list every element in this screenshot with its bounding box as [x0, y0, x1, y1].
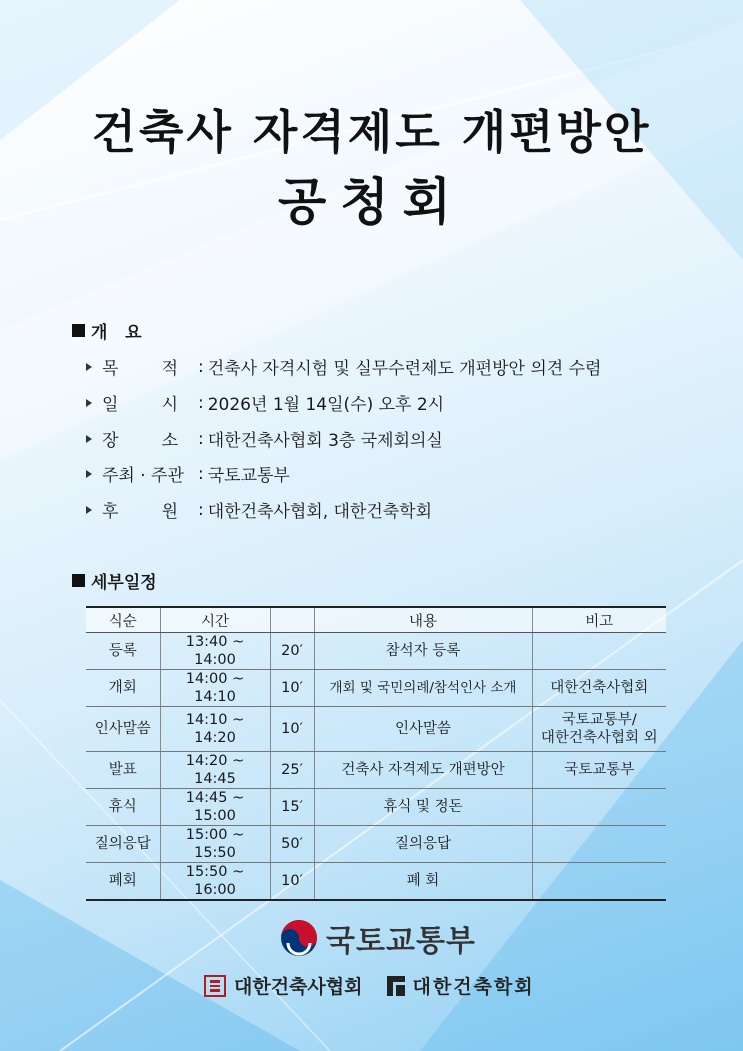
note-line-2: 대한건축사협회 외 [540, 730, 658, 746]
association-logos [204, 972, 535, 999]
cell-order: 개회 [86, 670, 160, 707]
table-row [86, 789, 666, 826]
cell-note [532, 789, 666, 826]
overview-value: 2026년 1월 14일(수) 오후 2시 [207, 395, 445, 415]
schedule-heading-label: 세부일정 [91, 573, 157, 593]
cell-time: 14:45 ~ 15:00 [160, 789, 270, 826]
table-row [86, 826, 666, 863]
header-order: 식순 [86, 607, 160, 633]
org2-name: 대한건축학회 [412, 976, 535, 998]
table-row [86, 752, 666, 789]
schedule-table [86, 606, 666, 901]
cell-order: 등록 [86, 633, 160, 670]
cell-note [532, 707, 666, 752]
cell-order: 인사말씀 [86, 707, 160, 752]
square-bullet-icon [72, 324, 85, 337]
overview-label: 장 소 [102, 431, 179, 451]
cell-content: 휴식 및 정돈 [314, 789, 532, 826]
overview-label: 일 시 [102, 395, 179, 415]
cell-duration: 10′ [270, 707, 314, 752]
cell-content: 질의응답 [314, 826, 532, 863]
page-subtitle: 공청회 [278, 173, 465, 231]
note-line-1: 국토교통부/ [561, 712, 637, 728]
cell-time: 15:00 ~ 15:50 [160, 826, 270, 863]
cell-note: 대한건축사협회 [532, 670, 666, 707]
triangle-bullet-icon [86, 506, 92, 514]
association-emblem-icon [204, 975, 226, 997]
cell-content: 건축사 자격제도 개편방안 [314, 752, 532, 789]
header-content: 내용 [314, 607, 532, 633]
overview-heading [72, 318, 142, 343]
cell-time: 14:20 ~ 14:45 [160, 752, 270, 789]
ministry-logo [280, 916, 476, 960]
overview-value: 건축사 자격시험 및 실무수련제도 개편방안 의견 수렴 [207, 359, 602, 379]
cell-duration: 15′ [270, 789, 314, 826]
square-bullet-icon [72, 574, 85, 587]
header-note: 비고 [532, 607, 666, 633]
overview-label: 후 원 [102, 502, 179, 522]
overview-label: 목 적 [102, 359, 179, 379]
cell-content: 인사말씀 [314, 707, 532, 752]
overview-item-host: 주최 · 주관 : 국토교통부 [86, 461, 290, 486]
overview-item-sponsor: 후 원 : 대한건축사협회, 대한건축학회 [86, 497, 432, 522]
cell-duration: 10′ [270, 670, 314, 707]
overview-item-datetime: 일 시 : 2026년 1월 14일(수) 오후 2시 [86, 390, 444, 415]
cell-content: 폐 회 [314, 863, 532, 901]
table-row [86, 707, 666, 752]
cell-note: 국토교통부 [532, 752, 666, 789]
cell-duration: 20′ [270, 633, 314, 670]
cell-time: 14:00 ~ 14:10 [160, 670, 270, 707]
cell-note [532, 863, 666, 901]
triangle-bullet-icon [86, 435, 92, 443]
cell-time: 13:40 ~ 14:00 [160, 633, 270, 670]
org1-name: 대한건축사협회 [234, 976, 363, 998]
overview-heading-label: 개 요 [91, 323, 142, 343]
cell-order: 휴식 [86, 789, 160, 826]
cell-time: 14:10 ~ 14:20 [160, 707, 270, 752]
triangle-bullet-icon [86, 363, 92, 371]
header-time: 시간 [160, 607, 270, 633]
cell-duration: 50′ [270, 826, 314, 863]
header-duration [270, 607, 314, 633]
overview-item-venue: 장 소 : 대한건축사협회 3층 국제회의실 [86, 426, 443, 451]
triangle-bullet-icon [86, 399, 92, 407]
cell-duration: 25′ [270, 752, 314, 789]
overview-value: 대한건축사협회, 대한건축학회 [207, 502, 433, 522]
schedule-heading [72, 568, 157, 593]
table-row [86, 670, 666, 707]
ministry-name: 국토교통부 [326, 924, 476, 959]
overview-item-purpose: 목 적 : 건축사 자격시험 및 실무수련제도 개편방안 의견 수렴 [86, 354, 601, 379]
overview-value: 대한건축사협회 3층 국제회의실 [207, 431, 443, 451]
cell-content: 개회 및 국민의례/참석인사 소개 [314, 670, 532, 707]
taegeuk-icon [280, 919, 318, 957]
cell-order: 질의응답 [86, 826, 160, 863]
cell-note [532, 633, 666, 670]
cell-time: 15:50 ~ 16:00 [160, 863, 270, 901]
org2-logo [386, 972, 534, 999]
table-row [86, 633, 666, 670]
overview-label: 주최 · 주관 [102, 466, 184, 486]
cell-order: 폐회 [86, 863, 160, 901]
cell-duration: 10′ [270, 863, 314, 901]
triangle-bullet-icon [86, 470, 92, 478]
cell-order: 발표 [86, 752, 160, 789]
page-title: 건축사 자격제도 개편방안 [91, 105, 652, 159]
cell-content: 참석자 등록 [314, 633, 532, 670]
cell-note [532, 826, 666, 863]
table-header-row [86, 607, 666, 633]
overview-value: 국토교통부 [207, 466, 290, 486]
table-row [86, 863, 666, 901]
architecture-society-icon [386, 975, 406, 997]
